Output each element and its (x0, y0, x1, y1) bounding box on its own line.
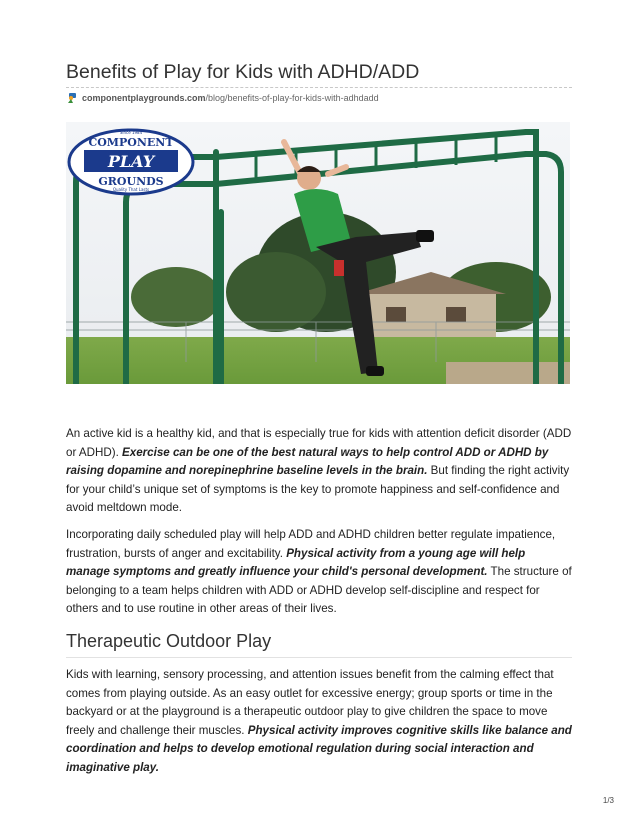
source-link[interactable] (66, 92, 379, 104)
svg-text:Quality That Lasts: Quality That Lasts (112, 187, 150, 192)
hero-image (66, 122, 570, 384)
section-heading: Therapeutic Outdoor Play (66, 631, 272, 651)
section-divider (66, 657, 572, 658)
therapeutic-paragraph: Kids with learning, sensory processing, and attention issues benefit from the calming effect that comes from playing outside. As an easy outlet for excessive energy; group sports or time in the backyard or at the playground is a therapeutic outdoor play to give children the space to move freely and challenge their muscles. Physical activity improves cognitive skills like balance and coordination and helps to develop emotional regulation during social interaction and imaginative play. (66, 668, 572, 774)
svg-text:Since 1984: Since 1984 (119, 130, 143, 135)
schedule-paragraph: Incorporating daily scheduled play will help ADD and ADHD children better regulate impatience, frustration, bursts of anger and excitability. Physical activity from a young age will help manage symptoms and greatly influence your child's personal development. The structure of belonging to a team helps children with ADD or ADHD develop self-discipline and respect for others and to use routine in other areas of their lives. (66, 528, 572, 616)
source-domain[interactable]: componentplaygrounds.com (82, 93, 206, 103)
title-divider (66, 87, 572, 88)
svg-text:PLAY: PLAY (107, 152, 155, 171)
svg-text:GROUNDS: GROUNDS (98, 175, 164, 188)
svg-text:COMPONENT: COMPONENT (88, 136, 174, 149)
site-favicon-icon (66, 92, 78, 104)
intro-paragraph: An active kid is a healthy kid, and that is especially true for kids with attention deficit disorder (ADD or ADHD). Exercise can be one of the best natural ways to help control ADD or ADHD by raising dopamine and norepinephrine baseline levels in the brain. But finding the right activity for your child’s unique set of symptoms is the key to promote happiness and self-confidence and avoid meltdown mode. (66, 427, 572, 515)
page-title: Benefits of Play for Kids with ADHD/ADD (66, 61, 420, 83)
component-playgrounds-logo (69, 130, 193, 194)
page-number: 1/3 (602, 796, 614, 805)
source-path[interactable]: /blog/benefits-of-play-for-kids-with-adhdadd (205, 93, 379, 103)
playground-photo (66, 122, 570, 384)
